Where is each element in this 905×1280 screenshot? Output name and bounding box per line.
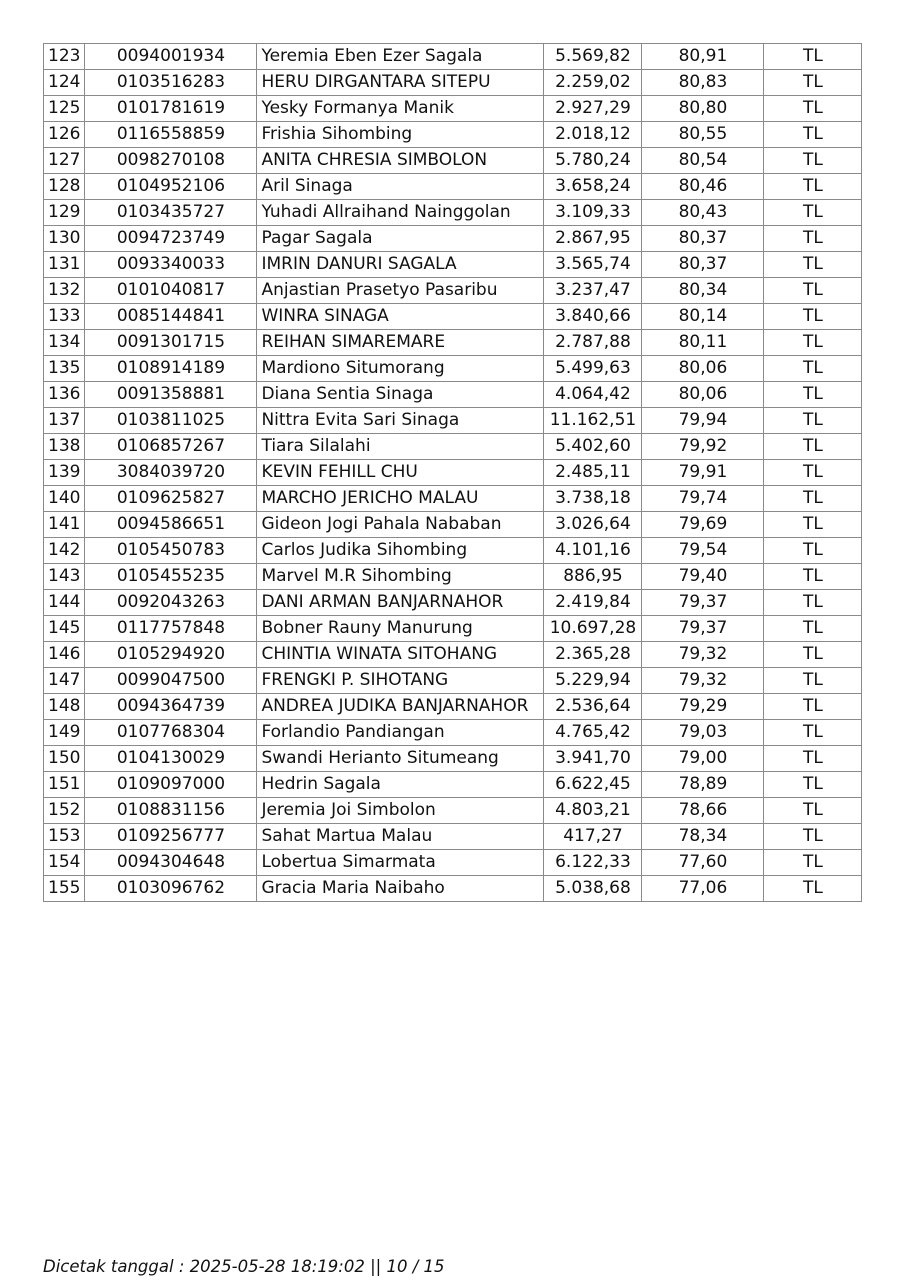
table-row	[44, 434, 862, 460]
score-cell: 80,34	[642, 278, 764, 304]
status-cell: TL	[764, 538, 862, 564]
table-row	[44, 720, 862, 746]
status-cell: TL	[764, 486, 862, 512]
distance-cell: 2.485,11	[544, 460, 642, 486]
status-cell: TL	[764, 200, 862, 226]
row-number-cell: 148	[44, 694, 85, 720]
status-cell: TL	[764, 252, 862, 278]
score-cell: 79,29	[642, 694, 764, 720]
distance-cell: 4.064,42	[544, 382, 642, 408]
row-number-cell: 123	[44, 44, 85, 70]
nisn-cell: 0103096762	[85, 876, 257, 902]
nisn-cell: 3084039720	[85, 460, 257, 486]
table-row	[44, 564, 862, 590]
score-cell: 77,60	[642, 850, 764, 876]
distance-cell: 3.109,33	[544, 200, 642, 226]
row-number-cell: 127	[44, 148, 85, 174]
status-cell: TL	[764, 460, 862, 486]
row-number-cell: 141	[44, 512, 85, 538]
distance-cell: 10.697,28	[544, 616, 642, 642]
row-number-cell: 149	[44, 720, 85, 746]
student-name-cell: Gideon Jogi Pahala Nababan	[257, 512, 544, 538]
distance-cell: 2.018,12	[544, 122, 642, 148]
score-cell: 80,83	[642, 70, 764, 96]
table-row	[44, 694, 862, 720]
row-number-cell: 135	[44, 356, 85, 382]
nisn-cell: 0108914189	[85, 356, 257, 382]
student-name-cell: FRENGKI P. SIHOTANG	[257, 668, 544, 694]
distance-cell: 4.101,16	[544, 538, 642, 564]
score-cell: 80,11	[642, 330, 764, 356]
student-name-cell: HERU DIRGANTARA SITEPU	[257, 70, 544, 96]
score-cell: 78,66	[642, 798, 764, 824]
row-number-cell: 147	[44, 668, 85, 694]
distance-cell: 2.419,84	[544, 590, 642, 616]
status-cell: TL	[764, 772, 862, 798]
status-cell: TL	[764, 798, 862, 824]
distance-cell: 2.867,95	[544, 226, 642, 252]
distance-cell: 5.569,82	[544, 44, 642, 70]
nisn-cell: 0105294920	[85, 642, 257, 668]
status-cell: TL	[764, 70, 862, 96]
row-number-cell: 131	[44, 252, 85, 278]
distance-cell: 3.658,24	[544, 174, 642, 200]
row-number-cell: 137	[44, 408, 85, 434]
status-cell: TL	[764, 226, 862, 252]
nisn-cell: 0093340033	[85, 252, 257, 278]
row-number-cell: 129	[44, 200, 85, 226]
nisn-cell: 0101781619	[85, 96, 257, 122]
score-cell: 79,69	[642, 512, 764, 538]
status-cell: TL	[764, 278, 862, 304]
status-cell: TL	[764, 642, 862, 668]
score-cell: 79,03	[642, 720, 764, 746]
nisn-cell: 0092043263	[85, 590, 257, 616]
nisn-cell: 0108831156	[85, 798, 257, 824]
status-cell: TL	[764, 590, 862, 616]
nisn-cell: 0116558859	[85, 122, 257, 148]
table-row	[44, 850, 862, 876]
distance-cell: 5.038,68	[544, 876, 642, 902]
nisn-cell: 0103435727	[85, 200, 257, 226]
nisn-cell: 0099047500	[85, 668, 257, 694]
table-row	[44, 330, 862, 356]
nisn-cell: 0094364739	[85, 694, 257, 720]
score-cell: 79,00	[642, 746, 764, 772]
score-cell: 79,32	[642, 668, 764, 694]
score-cell: 79,94	[642, 408, 764, 434]
student-name-cell: Yuhadi Allraihand Nainggolan	[257, 200, 544, 226]
nisn-cell: 0106857267	[85, 434, 257, 460]
row-number-cell: 132	[44, 278, 85, 304]
nisn-cell: 0103811025	[85, 408, 257, 434]
table-row	[44, 148, 862, 174]
table-row	[44, 486, 862, 512]
table-row	[44, 70, 862, 96]
status-cell: TL	[764, 148, 862, 174]
student-name-cell: CHINTIA WINATA SITOHANG	[257, 642, 544, 668]
nisn-cell: 0094001934	[85, 44, 257, 70]
score-cell: 80,55	[642, 122, 764, 148]
row-number-cell: 155	[44, 876, 85, 902]
table-row	[44, 590, 862, 616]
score-cell: 79,37	[642, 590, 764, 616]
nisn-cell: 0117757848	[85, 616, 257, 642]
score-cell: 79,32	[642, 642, 764, 668]
student-name-cell: Jeremia Joi Simbolon	[257, 798, 544, 824]
student-name-cell: Carlos Judika Sihombing	[257, 538, 544, 564]
distance-cell: 6.622,45	[544, 772, 642, 798]
nisn-cell: 0104952106	[85, 174, 257, 200]
student-name-cell: Forlandio Pandiangan	[257, 720, 544, 746]
distance-cell: 3.026,64	[544, 512, 642, 538]
row-number-cell: 144	[44, 590, 85, 616]
table-row	[44, 642, 862, 668]
distance-cell: 4.765,42	[544, 720, 642, 746]
score-cell: 77,06	[642, 876, 764, 902]
table-row	[44, 226, 862, 252]
row-number-cell: 134	[44, 330, 85, 356]
table-row	[44, 460, 862, 486]
table-row	[44, 382, 862, 408]
student-name-cell: Aril Sinaga	[257, 174, 544, 200]
student-name-cell: DANI ARMAN BANJARNAHOR	[257, 590, 544, 616]
table-row	[44, 512, 862, 538]
score-cell: 80,06	[642, 382, 764, 408]
status-cell: TL	[764, 512, 862, 538]
student-name-cell: Nittra Evita Sari Sinaga	[257, 408, 544, 434]
row-number-cell: 140	[44, 486, 85, 512]
score-cell: 80,80	[642, 96, 764, 122]
nisn-cell: 0091358881	[85, 382, 257, 408]
distance-cell: 886,95	[544, 564, 642, 590]
student-name-cell: MARCHO JERICHO MALAU	[257, 486, 544, 512]
status-cell: TL	[764, 304, 862, 330]
distance-cell: 3.840,66	[544, 304, 642, 330]
status-cell: TL	[764, 44, 862, 70]
print-footer: Dicetak tanggal : 2025-05-28 18:19:02 || 10 / 15	[43, 1257, 445, 1276]
results-table-body	[44, 44, 862, 902]
student-name-cell: Lobertua Simarmata	[257, 850, 544, 876]
student-name-cell: Swandi Herianto Situmeang	[257, 746, 544, 772]
status-cell: TL	[764, 564, 862, 590]
score-cell: 79,54	[642, 538, 764, 564]
distance-cell: 3.565,74	[544, 252, 642, 278]
status-cell: TL	[764, 382, 862, 408]
student-name-cell: Tiara Silalahi	[257, 434, 544, 460]
table-row	[44, 668, 862, 694]
student-name-cell: Marvel M.R Sihombing	[257, 564, 544, 590]
student-name-cell: ANITA CHRESIA SIMBOLON	[257, 148, 544, 174]
student-name-cell: Hedrin Sagala	[257, 772, 544, 798]
row-number-cell: 128	[44, 174, 85, 200]
distance-cell: 3.941,70	[544, 746, 642, 772]
status-cell: TL	[764, 356, 862, 382]
row-number-cell: 154	[44, 850, 85, 876]
status-cell: TL	[764, 876, 862, 902]
table-row	[44, 200, 862, 226]
nisn-cell: 0094304648	[85, 850, 257, 876]
table-row	[44, 408, 862, 434]
table-row	[44, 772, 862, 798]
status-cell: TL	[764, 720, 862, 746]
score-cell: 80,06	[642, 356, 764, 382]
row-number-cell: 126	[44, 122, 85, 148]
score-cell: 78,34	[642, 824, 764, 850]
score-cell: 80,37	[642, 226, 764, 252]
student-name-cell: Bobner Rauny Manurung	[257, 616, 544, 642]
score-cell: 80,46	[642, 174, 764, 200]
status-cell: TL	[764, 850, 862, 876]
row-number-cell: 125	[44, 96, 85, 122]
row-number-cell: 124	[44, 70, 85, 96]
student-name-cell: Mardiono Situmorang	[257, 356, 544, 382]
score-cell: 79,74	[642, 486, 764, 512]
score-cell: 80,14	[642, 304, 764, 330]
distance-cell: 3.738,18	[544, 486, 642, 512]
student-name-cell: IMRIN DANURI SAGALA	[257, 252, 544, 278]
distance-cell: 417,27	[544, 824, 642, 850]
nisn-cell: 0107768304	[85, 720, 257, 746]
row-number-cell: 145	[44, 616, 85, 642]
status-cell: TL	[764, 824, 862, 850]
status-cell: TL	[764, 96, 862, 122]
row-number-cell: 133	[44, 304, 85, 330]
distance-cell: 6.122,33	[544, 850, 642, 876]
nisn-cell: 0104130029	[85, 746, 257, 772]
student-name-cell: Anjastian Prasetyo Pasaribu	[257, 278, 544, 304]
distance-cell: 2.365,28	[544, 642, 642, 668]
status-cell: TL	[764, 694, 862, 720]
status-cell: TL	[764, 122, 862, 148]
row-number-cell: 139	[44, 460, 85, 486]
student-name-cell: Frishia Sihombing	[257, 122, 544, 148]
student-name-cell: Yesky Formanya Manik	[257, 96, 544, 122]
row-number-cell: 136	[44, 382, 85, 408]
score-cell: 80,37	[642, 252, 764, 278]
distance-cell: 3.237,47	[544, 278, 642, 304]
table-row	[44, 538, 862, 564]
score-cell: 80,91	[642, 44, 764, 70]
row-number-cell: 151	[44, 772, 85, 798]
table-row	[44, 174, 862, 200]
table-row	[44, 252, 862, 278]
status-cell: TL	[764, 616, 862, 642]
status-cell: TL	[764, 408, 862, 434]
nisn-cell: 0091301715	[85, 330, 257, 356]
table-row	[44, 746, 862, 772]
table-row	[44, 798, 862, 824]
row-number-cell: 142	[44, 538, 85, 564]
distance-cell: 2.787,88	[544, 330, 642, 356]
distance-cell: 2.536,64	[544, 694, 642, 720]
table-row	[44, 824, 862, 850]
student-name-cell: WINRA SINAGA	[257, 304, 544, 330]
nisn-cell: 0105455235	[85, 564, 257, 590]
score-cell: 79,40	[642, 564, 764, 590]
student-name-cell: Gracia Maria Naibaho	[257, 876, 544, 902]
row-number-cell: 153	[44, 824, 85, 850]
table-row	[44, 356, 862, 382]
table-row	[44, 278, 862, 304]
distance-cell: 4.803,21	[544, 798, 642, 824]
nisn-cell: 0094586651	[85, 512, 257, 538]
status-cell: TL	[764, 174, 862, 200]
nisn-cell: 0103516283	[85, 70, 257, 96]
nisn-cell: 0098270108	[85, 148, 257, 174]
score-cell: 79,91	[642, 460, 764, 486]
student-name-cell: Pagar Sagala	[257, 226, 544, 252]
distance-cell: 2.259,02	[544, 70, 642, 96]
table-row	[44, 96, 862, 122]
row-number-cell: 143	[44, 564, 85, 590]
table-row	[44, 304, 862, 330]
nisn-cell: 0109625827	[85, 486, 257, 512]
status-cell: TL	[764, 330, 862, 356]
row-number-cell: 130	[44, 226, 85, 252]
table-row	[44, 44, 862, 70]
student-name-cell: Yeremia Eben Ezer Sagala	[257, 44, 544, 70]
row-number-cell: 146	[44, 642, 85, 668]
distance-cell: 5.402,60	[544, 434, 642, 460]
distance-cell: 11.162,51	[544, 408, 642, 434]
status-cell: TL	[764, 746, 862, 772]
student-name-cell: REIHAN SIMAREMARE	[257, 330, 544, 356]
status-cell: TL	[764, 668, 862, 694]
table-row	[44, 122, 862, 148]
score-cell: 80,43	[642, 200, 764, 226]
student-name-cell: Sahat Martua Malau	[257, 824, 544, 850]
status-cell: TL	[764, 434, 862, 460]
distance-cell: 5.499,63	[544, 356, 642, 382]
score-cell: 79,37	[642, 616, 764, 642]
student-name-cell: ANDREA JUDIKA BANJARNAHOR	[257, 694, 544, 720]
distance-cell: 5.780,24	[544, 148, 642, 174]
distance-cell: 5.229,94	[544, 668, 642, 694]
score-cell: 80,54	[642, 148, 764, 174]
score-cell: 79,92	[642, 434, 764, 460]
distance-cell: 2.927,29	[544, 96, 642, 122]
nisn-cell: 0105450783	[85, 538, 257, 564]
table-row	[44, 876, 862, 902]
nisn-cell: 0109097000	[85, 772, 257, 798]
table-row	[44, 616, 862, 642]
row-number-cell: 150	[44, 746, 85, 772]
nisn-cell: 0101040817	[85, 278, 257, 304]
row-number-cell: 152	[44, 798, 85, 824]
student-name-cell: Diana Sentia Sinaga	[257, 382, 544, 408]
row-number-cell: 138	[44, 434, 85, 460]
nisn-cell: 0094723749	[85, 226, 257, 252]
student-name-cell: KEVIN FEHILL CHU	[257, 460, 544, 486]
nisn-cell: 0109256777	[85, 824, 257, 850]
nisn-cell: 0085144841	[85, 304, 257, 330]
results-table	[43, 43, 862, 902]
score-cell: 78,89	[642, 772, 764, 798]
